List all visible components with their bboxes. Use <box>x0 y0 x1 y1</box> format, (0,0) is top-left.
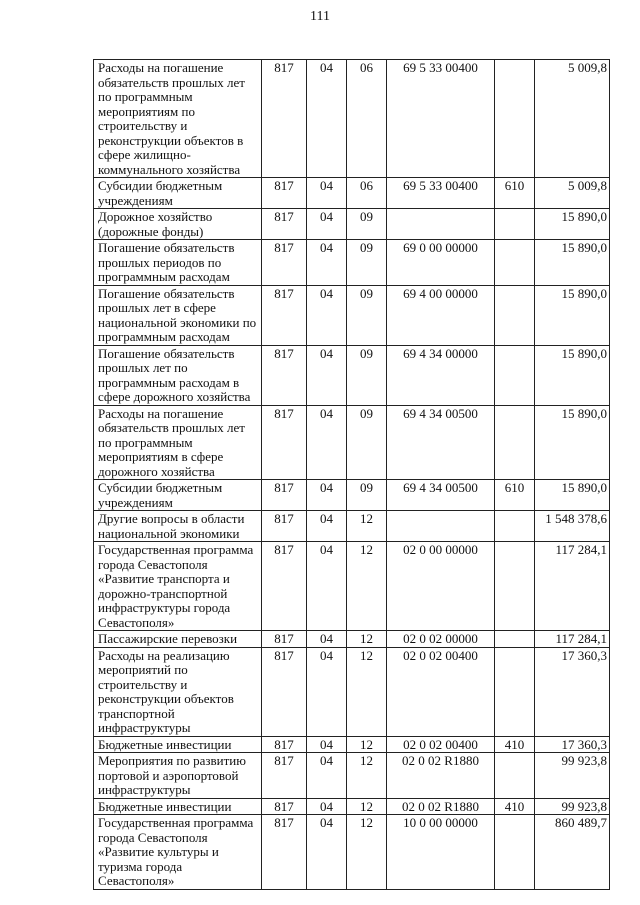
cell-target-article: 69 4 34 00500 <box>387 405 495 480</box>
cell-expense-type <box>495 405 535 480</box>
cell-subsection: 12 <box>347 631 387 648</box>
cell-amount: 15 890,0 <box>535 480 610 511</box>
cell-amount: 15 890,0 <box>535 240 610 286</box>
cell-section: 04 <box>307 542 347 631</box>
budget-table-body <box>94 60 610 890</box>
cell-section: 04 <box>307 209 347 240</box>
cell-grbs: 817 <box>262 631 307 648</box>
cell-grbs: 817 <box>262 753 307 799</box>
cell-subsection: 09 <box>347 480 387 511</box>
cell-subsection: 09 <box>347 405 387 480</box>
cell-expense-type <box>495 345 535 405</box>
cell-expense-type <box>495 511 535 542</box>
cell-section: 04 <box>307 285 347 345</box>
cell-amount: 17 360,3 <box>535 647 610 736</box>
cell-subsection: 12 <box>347 736 387 753</box>
cell-name: Государственная программа города Севастополя «Развитие культуры и туризма города Севастополя» <box>94 815 262 890</box>
cell-section: 04 <box>307 798 347 815</box>
page-number: 111 <box>310 9 330 24</box>
table-row <box>94 736 610 753</box>
cell-target-article: 02 0 00 00000 <box>387 542 495 631</box>
table-row <box>94 753 610 799</box>
cell-amount: 17 360,3 <box>535 736 610 753</box>
table-row <box>94 647 610 736</box>
cell-grbs: 817 <box>262 798 307 815</box>
cell-amount: 15 890,0 <box>535 345 610 405</box>
cell-grbs: 817 <box>262 736 307 753</box>
cell-section: 04 <box>307 480 347 511</box>
cell-amount: 5 009,8 <box>535 178 610 209</box>
cell-grbs: 817 <box>262 60 307 178</box>
cell-target-article: 69 5 33 00400 <box>387 178 495 209</box>
cell-grbs: 817 <box>262 480 307 511</box>
cell-subsection: 09 <box>347 345 387 405</box>
cell-section: 04 <box>307 647 347 736</box>
cell-grbs: 817 <box>262 209 307 240</box>
cell-expense-type: 410 <box>495 798 535 815</box>
cell-name: Погашение обязательств прошлых лет по программным расходам в сфере дорожного хозяйства <box>94 345 262 405</box>
cell-subsection: 12 <box>347 753 387 799</box>
table-row <box>94 345 610 405</box>
cell-expense-type <box>495 542 535 631</box>
table-row <box>94 209 610 240</box>
cell-subsection: 09 <box>347 240 387 286</box>
cell-name: Погашение обязательств прошлых периодов по программным расходам <box>94 240 262 286</box>
cell-name: Субсидии бюджетным учреждениям <box>94 480 262 511</box>
cell-name: Бюджетные инвестиции <box>94 798 262 815</box>
cell-target-article: 69 4 00 00000 <box>387 285 495 345</box>
cell-amount: 15 890,0 <box>535 209 610 240</box>
cell-name: Бюджетные инвестиции <box>94 736 262 753</box>
cell-expense-type <box>495 753 535 799</box>
cell-name: Субсидии бюджетным учреждениям <box>94 178 262 209</box>
cell-subsection: 09 <box>347 209 387 240</box>
cell-subsection: 12 <box>347 542 387 631</box>
cell-target-article: 10 0 00 00000 <box>387 815 495 890</box>
cell-name: Другие вопросы в области национальной экономики <box>94 511 262 542</box>
cell-grbs: 817 <box>262 240 307 286</box>
table-row <box>94 480 610 511</box>
cell-name: Расходы на погашение обязательств прошлых лет по программным мероприятиям по строительству и реконструкции объектов в сфере жилищно-коммунального хозяйства <box>94 60 262 178</box>
cell-target-article: 02 0 02 R1880 <box>387 753 495 799</box>
cell-expense-type <box>495 815 535 890</box>
cell-section: 04 <box>307 345 347 405</box>
cell-amount: 117 284,1 <box>535 542 610 631</box>
cell-subsection: 12 <box>347 511 387 542</box>
cell-target-article: 02 0 02 00000 <box>387 631 495 648</box>
cell-expense-type <box>495 60 535 178</box>
cell-target-article: 69 4 34 00500 <box>387 480 495 511</box>
cell-name: Дорожное хозяйство (дорожные фонды) <box>94 209 262 240</box>
cell-target-article: 02 0 02 R1880 <box>387 798 495 815</box>
cell-grbs: 817 <box>262 815 307 890</box>
table-row <box>94 511 610 542</box>
cell-amount: 15 890,0 <box>535 405 610 480</box>
cell-grbs: 817 <box>262 405 307 480</box>
cell-target-article: 69 4 34 00000 <box>387 345 495 405</box>
cell-grbs: 817 <box>262 542 307 631</box>
cell-target-article: 02 0 02 00400 <box>387 647 495 736</box>
cell-expense-type: 410 <box>495 736 535 753</box>
cell-expense-type <box>495 647 535 736</box>
cell-section: 04 <box>307 631 347 648</box>
cell-target-article: 69 0 00 00000 <box>387 240 495 286</box>
cell-expense-type: 610 <box>495 480 535 511</box>
table-row <box>94 405 610 480</box>
table-row <box>94 542 610 631</box>
table-row <box>94 815 610 890</box>
cell-amount: 860 489,7 <box>535 815 610 890</box>
table-row <box>94 631 610 648</box>
table-row <box>94 178 610 209</box>
cell-target-article <box>387 209 495 240</box>
cell-grbs: 817 <box>262 178 307 209</box>
cell-expense-type <box>495 240 535 286</box>
cell-name: Государственная программа города Севастополя «Развитие транспорта и дорожно-транспортной инфраструктуры города Севастополя» <box>94 542 262 631</box>
cell-section: 04 <box>307 753 347 799</box>
cell-name: Расходы на погашение обязательств прошлых лет по программным мероприятиям в сфере дорожного хозяйства <box>94 405 262 480</box>
cell-grbs: 817 <box>262 285 307 345</box>
cell-subsection: 12 <box>347 798 387 815</box>
cell-name: Расходы на реализацию мероприятий по строительству и реконструкции объектов транспортной инфраструктуры <box>94 647 262 736</box>
cell-section: 04 <box>307 511 347 542</box>
cell-amount: 99 923,8 <box>535 753 610 799</box>
cell-name: Пассажирские перевозки <box>94 631 262 648</box>
cell-amount: 117 284,1 <box>535 631 610 648</box>
cell-amount: 15 890,0 <box>535 285 610 345</box>
cell-expense-type <box>495 285 535 345</box>
cell-grbs: 817 <box>262 511 307 542</box>
cell-name: Погашение обязательств прошлых лет в сфере национальной экономики по программным расходам <box>94 285 262 345</box>
cell-expense-type: 610 <box>495 178 535 209</box>
cell-section: 04 <box>307 240 347 286</box>
cell-section: 04 <box>307 60 347 178</box>
table-row <box>94 240 610 286</box>
cell-amount: 5 009,8 <box>535 60 610 178</box>
cell-name: Мероприятия по развитию портовой и аэропортовой инфраструктуры <box>94 753 262 799</box>
cell-subsection: 12 <box>347 647 387 736</box>
cell-expense-type <box>495 631 535 648</box>
cell-subsection: 06 <box>347 178 387 209</box>
table-row <box>94 60 610 178</box>
cell-amount: 1 548 378,6 <box>535 511 610 542</box>
table-row <box>94 285 610 345</box>
cell-grbs: 817 <box>262 647 307 736</box>
cell-expense-type <box>495 209 535 240</box>
cell-target-article <box>387 511 495 542</box>
cell-subsection: 09 <box>347 285 387 345</box>
cell-target-article: 69 5 33 00400 <box>387 60 495 178</box>
budget-table <box>93 59 610 890</box>
cell-section: 04 <box>307 405 347 480</box>
cell-section: 04 <box>307 178 347 209</box>
cell-subsection: 06 <box>347 60 387 178</box>
cell-grbs: 817 <box>262 345 307 405</box>
cell-target-article: 02 0 02 00400 <box>387 736 495 753</box>
cell-section: 04 <box>307 736 347 753</box>
cell-section: 04 <box>307 815 347 890</box>
cell-amount: 99 923,8 <box>535 798 610 815</box>
cell-subsection: 12 <box>347 815 387 890</box>
table-row <box>94 798 610 815</box>
